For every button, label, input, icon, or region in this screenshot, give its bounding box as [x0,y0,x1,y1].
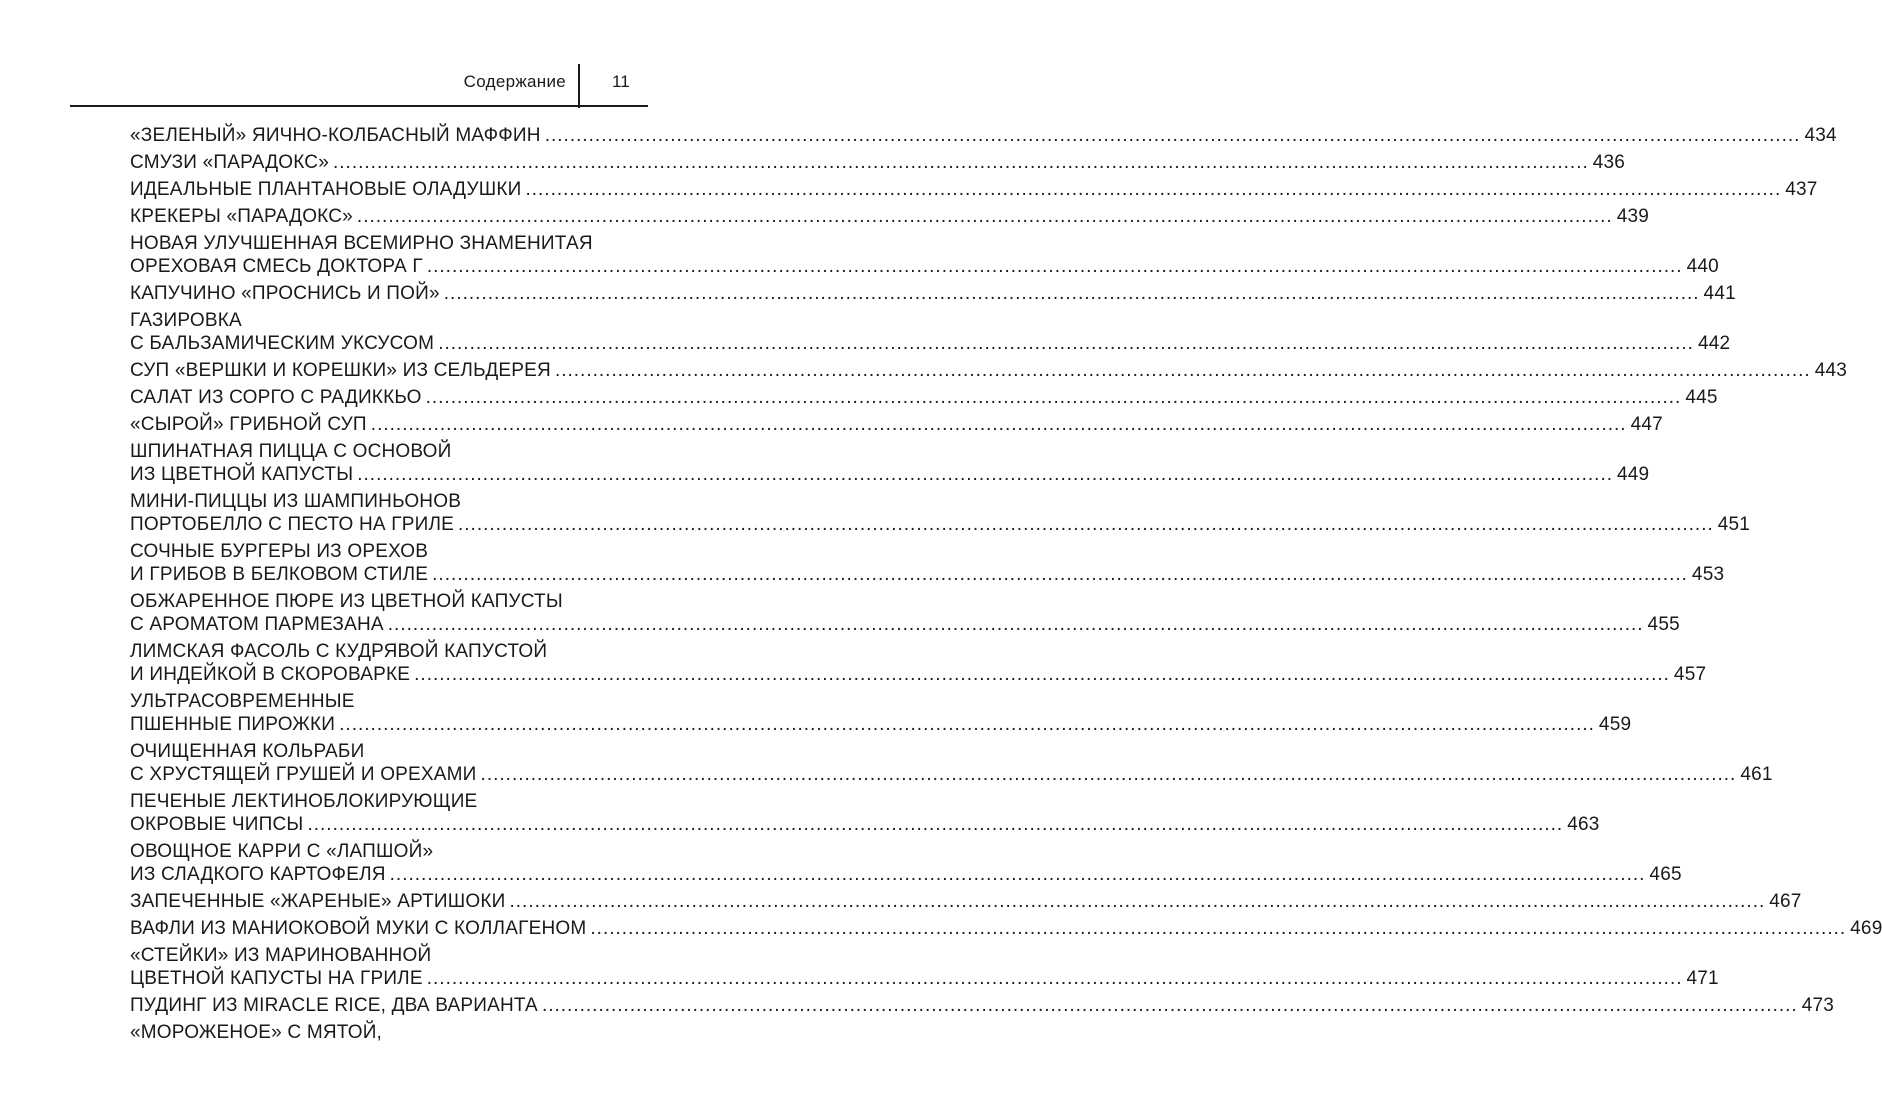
toc-entry-title: ОВОЩНОЕ КАРРИ С «ЛАПШОЙ» [130,841,434,862]
toc-entry-page: 442 [1697,333,1731,354]
toc-entry-page: 451 [1717,514,1751,535]
toc-entry-title: КРЕКЕРЫ «ПАРАДОКС» [130,206,353,227]
toc-entry-line [130,1021,648,1044]
page-header [0,0,738,110]
toc-entry-title: ИЗ ЦВЕТНОЙ КАПУСТЫ [130,464,354,485]
toc-entry-line [130,690,648,713]
toc-entry-line [130,640,648,663]
toc-entry-page: 457 [1673,664,1707,685]
dot-leader: ........................................................................................................................................................................................................ [554,360,1811,381]
toc-entry [130,740,1773,786]
toc-entry-page: 439 [1616,206,1649,227]
toc-entry-title: ОРЕХОВАЯ СМЕСЬ ДОКТОРА Г [130,256,423,277]
toc-entry-title: ЛИМСКАЯ ФАСОЛЬ С КУДРЯВОЙ КАПУСТОЙ [130,641,548,662]
toc-entry-title: ИЗ СЛАДКОГО КАРТОФЕЛЯ [130,864,386,885]
toc-entry-page: 447 [1630,414,1663,435]
toc-entry-title: И ИНДЕЙКОЙ В СКОРОВАРКЕ [130,664,411,685]
toc-entry-line [130,967,1719,990]
toc-entry-title: ИДЕАЛЬНЫЕ ПЛАНТАНОВЫЕ ОЛАДУШКИ [130,179,522,200]
toc-entry [130,540,1725,586]
toc-entry-line [130,917,1882,940]
dot-leader: ........................................................................................................................................................................................................ [426,968,1683,989]
dot-leader: ........................................................................................................................................................................................................ [414,664,1670,685]
dot-leader: ........................................................................................................................................................................................................ [432,564,1688,585]
toc-entry-title: УЛЬТРАСОВРЕМЕННЫЕ [130,691,355,712]
dot-leader: ........................................................................................................................................................................................................ [339,714,1595,735]
toc-entry-page: 443 [1814,360,1848,381]
toc-entry-line [130,840,648,863]
toc-entry-title: «СЫРОЙ» ГРИБНОЙ СУП [130,414,367,435]
dot-leader: ........................................................................................................................................................................................................ [333,152,1589,173]
toc-entry-line [130,663,1707,686]
toc-entry-page: 441 [1703,283,1736,304]
toc-entry [130,386,1718,409]
dot-leader: ........................................................................................................................................................................................................ [590,918,1847,939]
toc-entry [130,944,1719,990]
toc-entry-line [130,590,648,613]
toc-entry [130,690,1632,736]
toc-entry-title: НОВАЯ УЛУЧШЕННАЯ ВСЕМИРНО ЗНАМЕНИТАЯ [130,233,593,254]
toc-entry [130,490,1751,536]
dot-leader: ........................................................................................................................................................................................................ [443,283,1700,304]
header-divider [578,64,580,108]
toc-entry-title: ШПИНАТНАЯ ПИЦЦА С ОСНОВОЙ [130,441,452,462]
toc-entry [130,640,1707,686]
toc-entry-title: С АРОМАТОМ ПАРМЕЗАНА [130,614,384,635]
toc-entry-page: 467 [1769,891,1802,912]
toc-entry-title: С ХРУСТЯЩЕЙ ГРУШЕЙ И ОРЕХАМИ [130,764,477,785]
dot-leader: ........................................................................................................................................................................................................ [544,125,1801,146]
toc-entry-title: ПУДИНГ ИЗ MIRACLE RICE, ДВА ВАРИАНТА [130,995,538,1016]
toc-entry [130,232,1719,278]
dot-leader: ........................................................................................................................................................................................................ [370,414,1627,435]
toc-entry-title: КАПУЧИНО «ПРОСНИСЬ И ПОЙ» [130,283,440,304]
toc-entry-title: ЗАПЕЧЕННЫЕ «ЖАРЕНЫЕ» АРТИШОКИ [130,891,506,912]
toc-entry-title: ОКРОВЫЕ ЧИПСЫ [130,814,304,835]
toc-entry-page: 434 [1804,125,1837,146]
toc-entry [130,413,1663,436]
dot-leader: ........................................................................................................................................................................................................ [480,764,1737,785]
toc-entry [130,440,1650,486]
toc-entry-line [130,463,1650,486]
running-title: Содержание [463,72,566,91]
toc-entry-title: ПОРТОБЕЛЛО С ПЕСТО НА ГРИЛЕ [130,514,454,535]
toc-entry [130,309,1731,355]
toc-entry-line [130,255,1719,278]
toc-entry-line [130,513,1751,536]
toc-entry-page: 453 [1691,564,1725,585]
toc-entry-line [130,613,1680,636]
toc-entry-page: 455 [1647,614,1680,635]
toc-entry-line [130,813,1600,836]
toc-entry-title: СУП «ВЕРШКИ И КОРЕШКИ» ИЗ СЕЛЬДЕРЕЯ [130,360,551,381]
dot-leader: ........................................................................................................................................................................................................ [426,256,1683,277]
page-number: 11 [612,72,630,91]
toc-entry-title: С БАЛЬЗАМИЧЕСКИМ УКСУСОМ [130,333,435,354]
toc-entry-line [130,309,648,332]
toc-entry-page: 440 [1686,256,1719,277]
toc-entry-title: ВАФЛИ ИЗ МАНИОКОВОЙ МУКИ С КОЛЛАГЕНОМ [130,918,587,939]
toc-entry [130,178,1818,201]
toc-entry-line [130,540,648,563]
toc-entry [130,590,1680,636]
toc-entry-line [130,740,648,763]
toc-entry-title: ГАЗИРОВКА [130,310,242,331]
dot-leader: ........................................................................................................................................................................................................ [509,891,1766,912]
toc-entry [130,840,1682,886]
table-of-contents [130,124,1882,1048]
toc-entry-title: СОЧНЫЕ БУРГЕРЫ ИЗ ОРЕХОВ [130,541,429,562]
toc-entry-page: 469 [1850,918,1882,939]
toc-entry-line [130,890,1802,913]
toc-entry [130,1021,648,1044]
toc-entry-page: 465 [1649,864,1682,885]
toc-entry-title: «МОРОЖЕНОЕ» С МЯТОЙ, [130,1022,383,1043]
toc-entry-page: 436 [1592,152,1626,173]
toc-entry-line [130,863,1682,886]
toc-entry-page: 445 [1685,387,1718,408]
toc-entry-title: САЛАТ ИЗ СОРГО С РАДИККЬО [130,387,422,408]
toc-entry-page: 461 [1740,764,1773,785]
toc-entry [130,205,1649,228]
toc-entry-line [130,332,1731,355]
toc-entry-line [130,151,1626,174]
dot-leader: ........................................................................................................................................................................................................ [389,864,1646,885]
toc-entry-line [130,359,1848,382]
toc-entry-line [130,490,648,513]
dot-leader: ........................................................................................................................................................................................................ [457,514,1714,535]
toc-entry [130,282,1736,305]
toc-entry-line [130,124,1837,147]
dot-leader: ........................................................................................................................................................................................................ [356,206,1613,227]
toc-entry [130,890,1802,913]
toc-entry-title: ОБЖАРЕННОЕ ПЮРЕ ИЗ ЦВЕТНОЙ КАПУСТЫ [130,591,563,612]
dot-leader: ........................................................................................................................................................................................................ [438,333,1694,354]
toc-entry-title: МИНИ-ПИЦЦЫ ИЗ ШАМПИНЬОНОВ [130,491,462,512]
toc-entry-line [130,413,1663,436]
toc-entry [130,359,1848,382]
toc-entry-title: ОЧИЩЕННАЯ КОЛЬРАБИ [130,741,365,762]
toc-entry-line [130,713,1632,736]
dot-leader: ........................................................................................................................................................................................................ [387,614,1644,635]
toc-entry-title: «ЗЕЛЕНЫЙ» ЯИЧНО-КОЛБАСНЫЙ МАФФИН [130,125,541,146]
toc-entry-line [130,440,648,463]
dot-leader: ........................................................................................................................................................................................................ [541,995,1798,1016]
toc-entry-line [130,763,1773,786]
toc-entry-title: ПШЕННЫЕ ПИРОЖКИ [130,714,336,735]
toc-entry-page: 471 [1686,968,1719,989]
toc-entry-title: ПЕЧЕНЫЕ ЛЕКТИНОБЛОКИРУЮЩИЕ [130,791,478,812]
dot-leader: ........................................................................................................................................................................................................ [357,464,1613,485]
toc-entry [130,994,1835,1017]
toc-entry-page: 463 [1567,814,1600,835]
toc-entry-title: И ГРИБОВ В БЕЛКОВОМ СТИЛЕ [130,564,429,585]
toc-entry-line [130,386,1718,409]
header-rule [70,105,648,107]
dot-leader: ........................................................................................................................................................................................................ [525,179,1782,200]
dot-leader: ........................................................................................................................................................................................................ [425,387,1682,408]
toc-entry-line [130,232,648,255]
toc-entry-title: «СТЕЙКИ» ИЗ МАРИНОВАННОЙ [130,945,432,966]
toc-entry-page: 437 [1785,179,1818,200]
toc-entry [130,790,1600,836]
toc-entry-line [130,178,1818,201]
toc-entry-line [130,563,1725,586]
toc-entry-line [130,944,648,967]
toc-entry-title: СМУЗИ «ПАРАДОКС» [130,152,329,173]
toc-entry-page: 473 [1801,995,1835,1016]
dot-leader: ........................................................................................................................................................................................................ [307,814,1564,835]
toc-entry [130,917,1882,940]
toc-entry-line [130,282,1736,305]
toc-entry-page: 459 [1598,714,1632,735]
toc-entry [130,151,1626,174]
toc-entry-line [130,205,1649,228]
toc-entry [130,124,1837,147]
toc-entry-title: ЦВЕТНОЙ КАПУСТЫ НА ГРИЛЕ [130,968,423,989]
toc-entry-page: 449 [1617,464,1650,485]
toc-entry-line [130,994,1835,1017]
toc-entry-line [130,790,648,813]
